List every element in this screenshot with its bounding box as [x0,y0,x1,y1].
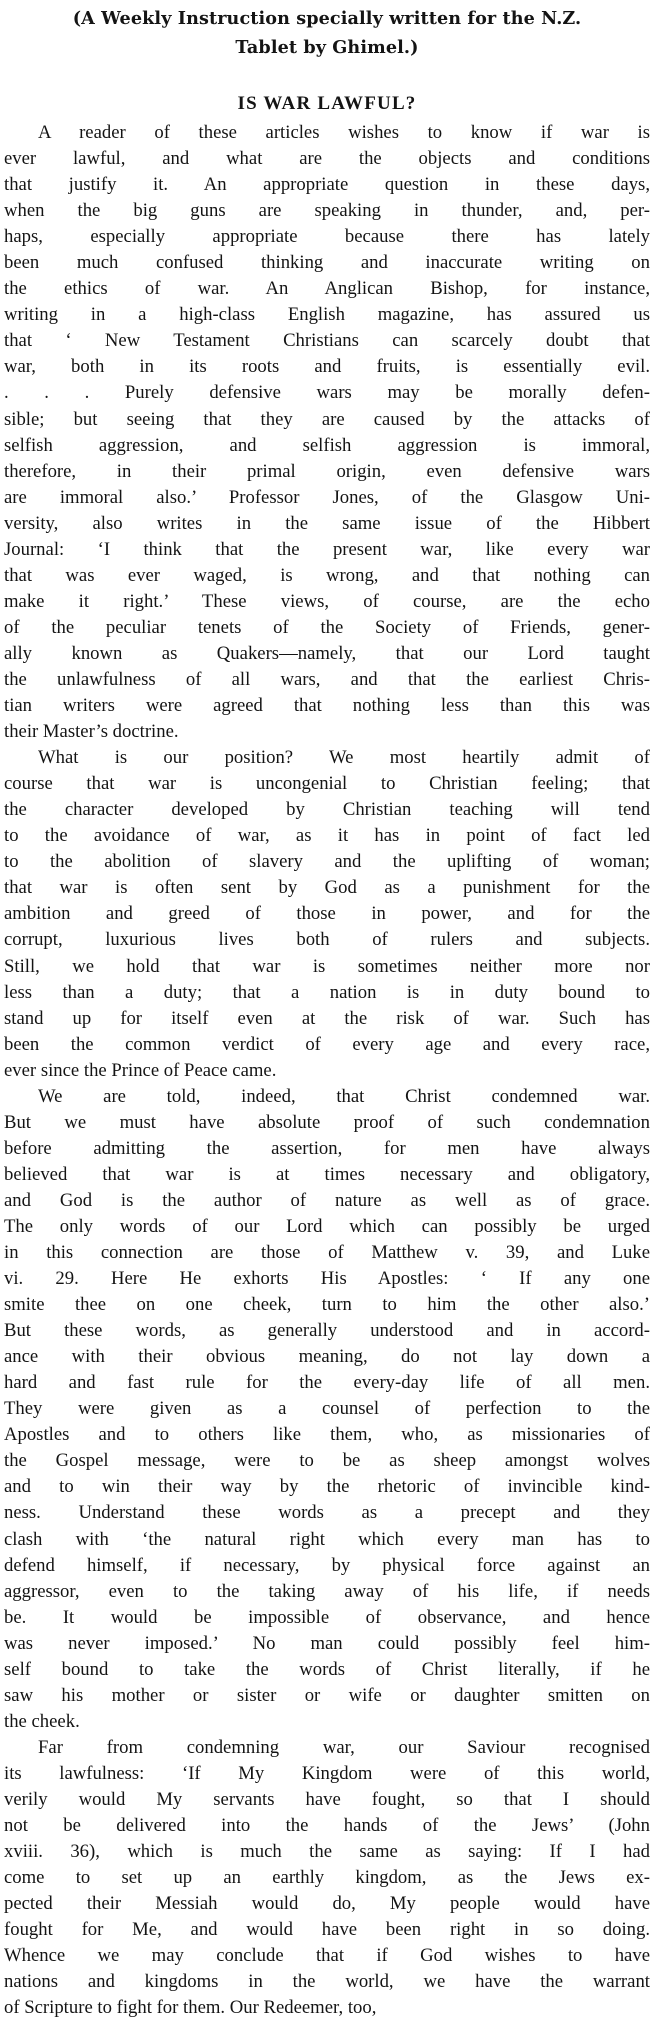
text-line: and to win their way by the rhetoric of invincible kind- [4,1476,650,1498]
text-line: was never imposed.’ No man could possibly feel him- [4,1632,650,1654]
article-paragraph [4,120,650,745]
text-line: Apostles and to others like them, who, as missionaries of [4,1424,650,1446]
article-title: IS WAR LAWFUL? [237,93,417,114]
text-line: They were given as a counsel of perfection to the [4,1398,650,1420]
text-line: the Gospel message, were to be as sheep amongst wolves [4,1450,650,1472]
text-line: selfish aggression, and selfish aggression is immoral, [4,434,650,456]
text-line: to the avoidance of war, as it has in point of fact led [4,825,650,847]
byline-line: (A Weekly Instruction specially written for the N.Z. [72,8,582,29]
text-line: the cheek. [4,1710,80,1732]
text-line: vi. 29. Here He exhorts His Apostles: ‘ If any one [4,1268,650,1290]
text-line: clash with ‘the natural right which every man has to [4,1528,650,1550]
text-line: What is our position? We most heartily admit of [38,747,650,769]
text-line: to the abolition of slavery and the uplifting of woman; [4,851,650,873]
text-line: course that war is uncongenial to Christian feeling; that [4,773,650,795]
article-paragraph [4,1084,650,1735]
text-line: ever since the Prince of Peace came. [4,1059,277,1081]
text-line: corrupt, luxurious lives both of rulers and subjects. [4,929,650,951]
text-line: hard and fast rule for the every-day life of all men. [4,1372,650,1394]
text-line: stand up for itself even at the risk of war. Such has [4,1007,650,1029]
text-line: nations and kingdoms in the world, we have the warrant [4,1971,650,1993]
text-line: fought for Me, and would have been right in so doing. [4,1919,650,1941]
column-byline [4,4,650,62]
text-line: The only words of our Lord which can possibly be urged [4,1215,650,1237]
text-line: and God is the author of nature as well as of grace. [4,1189,650,1211]
text-line: the character developed by Christian teaching will tend [4,799,650,821]
text-line: Still, we hold that war is sometimes neither more nor [4,955,650,977]
text-line: self bound to take the words of Christ literally, if he [4,1658,650,1680]
article-paragraph [4,1735,650,2022]
text-line: ambition and greed of those in power, and for the [4,903,650,925]
text-line: haps, especially appropriate because there has lately [4,226,650,248]
text-line: tian writers were agreed that nothing less than this was [4,695,650,717]
text-line: less than a duty; that a nation is in duty bound to [4,981,650,1003]
text-line: before admitting the assertion, for men have always [4,1137,650,1159]
text-line: ness. Understand these words as a precept and they [4,1502,650,1524]
text-line: that justify it. An appropriate question in these days, [4,174,650,196]
text-line: But we must have absolute proof of such condemnation [4,1111,650,1133]
text-line: . . . Purely defensive wars may be morally defen- [4,382,650,404]
text-line: A reader of these articles wishes to know if war is [38,122,650,143]
text-line: ever lawful, and what are the objects and conditions [4,148,650,170]
text-line: xviii. 36), which is much the same as saying: If I had [4,1841,650,1863]
text-line: Whence we may conclude that if God wishes to have [4,1945,650,1967]
text-line: sible; but seeing that they are caused by the attacks of [4,408,650,430]
text-line: in this connection are those of Matthew v. 39, and Luke [4,1242,650,1264]
text-line: defend himself, if necessary, by physical force against an [4,1554,650,1576]
text-line: of Scripture to fight for them. Our Redeemer, too, [4,1997,377,2019]
text-line: are immoral also.’ Professor Jones, of the Glasgow Uni- [4,486,650,508]
text-line: verily would My servants have fought, so that I should [4,1789,650,1810]
text-line: that war is often sent by God as a punishment for the [4,877,650,899]
text-line: We are told, indeed, that Christ condemned war. [38,1085,650,1107]
text-line: of the peculiar tenets of the Society of Friends, gener- [4,616,650,638]
text-line: believed that war is at times necessary and obligatory, [4,1163,650,1185]
text-line: therefore, in their primal origin, even defensive wars [4,460,650,482]
text-line: saw his mother or sister or wife or daughter smitten on [4,1684,650,1706]
text-line: smite thee on one cheek, turn to him the other also.’ [4,1294,650,1316]
article-paragraph [4,745,650,1084]
text-line: war, both in its roots and fruits, is essentially evil. [4,356,650,378]
text-line: writing in a high-class English magazine, has assured us [4,304,650,326]
text-line: come to set up an earthly kingdom, as the Jews ex- [4,1867,650,1889]
text-line: Journal: ‘I think that the present war, like every war [4,538,650,560]
text-line: the ethics of war. An Anglican Bishop, for instance, [4,278,650,300]
text-line: when the big guns are speaking in thunder, and, per- [4,200,650,222]
byline-line: Tablet by Ghimel.) [235,37,419,58]
text-line: make it right.’ These views, of course, are the echo [4,590,650,612]
text-line: that was ever waged, is wrong, and that nothing can [4,564,650,586]
article-body [4,120,650,2021]
text-line: versity, also writes in the same issue of the Hibbert [4,512,650,534]
text-line: not be delivered into the hands of the Jews’ (John [4,1815,650,1837]
text-line: aggressor, even to the taking away of his life, if needs [4,1580,650,1602]
text-line: been much confused thinking and inaccurate writing on [4,252,650,274]
text-line: their Master’s doctrine. [4,721,179,743]
text-line: Far from condemning war, our Saviour recognised [38,1736,650,1758]
text-line: be. It would be impossible of observance, and hence [4,1606,650,1628]
text-line: pected their Messiah would do, My people would have [4,1893,650,1915]
text-line: But these words, as generally understood and in accord- [4,1320,650,1342]
text-line: ance with their obvious meaning, do not lay down a [4,1346,650,1368]
text-line: ally known as Quakers—namely, that our Lord taught [4,642,650,664]
text-line: been the common verdict of every age and every race, [4,1033,650,1055]
text-line: that ‘ New Testament Christians can scarcely doubt that [4,330,650,352]
text-line: its lawfulness: ‘If My Kingdom were of this world, [4,1762,650,1784]
text-line: the unlawfulness of all wars, and that the earliest Chris- [4,668,650,690]
